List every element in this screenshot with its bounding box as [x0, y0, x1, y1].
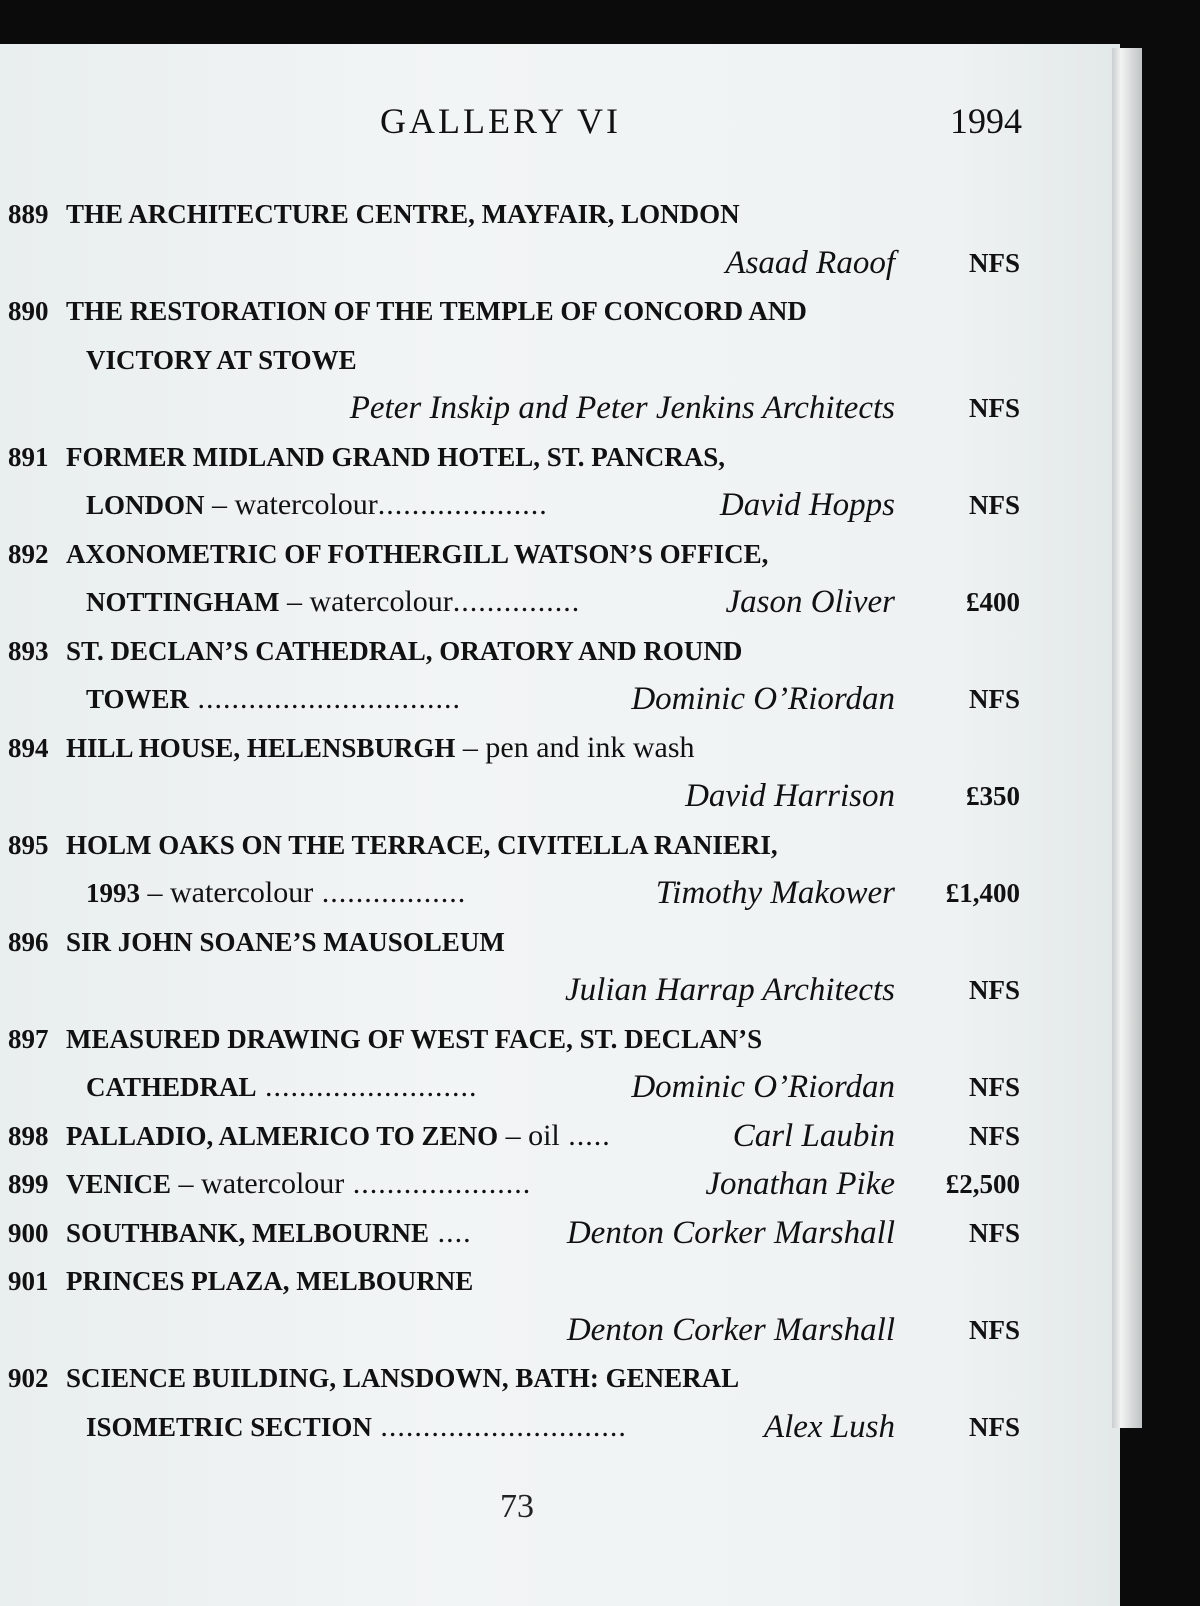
entry-artist: Denton Corker Marshall	[566, 1214, 895, 1251]
entry-artist: Jason Oliver	[725, 584, 895, 620]
entry-901-artist-line	[8, 1306, 1020, 1355]
page-number: 73	[500, 1488, 534, 1525]
entry-889-artist-line	[8, 239, 1020, 288]
entry-895-detail	[8, 869, 1020, 918]
gallery-title: GALLERY VI	[380, 101, 621, 141]
entry-890-artist-line	[8, 384, 1020, 433]
entry-price: NFS	[968, 247, 1020, 278]
entry-title: HILL HOUSE, HELENSBURGH	[66, 732, 456, 763]
entry-artist: David Hopps	[719, 487, 895, 523]
entry-medium: – watercolour	[279, 585, 453, 618]
entry-892	[8, 530, 1020, 579]
leader-dots: ....	[429, 1215, 472, 1249]
entry-title: VENICE	[66, 1169, 172, 1199]
entry-price: NFS	[968, 490, 1020, 520]
entry-number: 893	[8, 635, 49, 666]
catalogue-entries	[8, 190, 1020, 1451]
leader-dots: .....................	[344, 1167, 532, 1200]
entry-title: HOLM OAKS ON THE TERRACE, CIVITELLA RANIERI,	[66, 829, 778, 860]
entry-number: 889	[8, 199, 49, 229]
entry-891-detail	[8, 481, 1020, 530]
entry-893-detail	[8, 675, 1020, 724]
entry-medium: – watercolour	[171, 1167, 345, 1200]
entry-artist: Denton Corker Marshall	[566, 1311, 895, 1348]
entry-price: NFS	[968, 393, 1020, 423]
entry-number: 900	[8, 1217, 49, 1248]
page-edge	[1112, 48, 1142, 1428]
entry-price: NFS	[968, 684, 1020, 714]
entry-title: THE RESTORATION OF THE TEMPLE OF CONCORD AND	[66, 296, 807, 326]
entry-title-cont: 1993	[86, 878, 140, 908]
entry-number: 890	[8, 296, 49, 326]
entry-number: 892	[8, 538, 49, 569]
entry-artist: Carl Laubin	[732, 1117, 895, 1154]
entry-number: 891	[8, 441, 49, 472]
entry-number: 894	[8, 732, 49, 763]
entry-medium: – watercolour	[140, 876, 314, 909]
entry-title-cont: TOWER	[86, 684, 190, 714]
entry-price: NFS	[968, 1217, 1020, 1248]
entry-artist: Asaad Raoof	[725, 244, 895, 281]
entry-price: NFS	[968, 1072, 1020, 1102]
entry-900	[8, 1209, 1020, 1258]
entry-893	[8, 627, 1020, 676]
entry-891	[8, 433, 1020, 482]
entry-title: PALLADIO, ALMERICO TO ZENO	[66, 1120, 499, 1151]
entry-artist: Dominic O’Riordan	[631, 1069, 895, 1105]
entry-title-cont: CATHEDRAL	[86, 1072, 257, 1102]
entry-price: £400	[966, 587, 1020, 617]
entry-price: £2,500	[945, 1169, 1020, 1199]
entry-895	[8, 821, 1020, 870]
entry-896-artist-line	[8, 966, 1020, 1015]
entry-title: SIR JOHN SOANE’S MAUSOLEUM	[66, 926, 505, 957]
entry-number: 902	[8, 1363, 49, 1393]
leader-dots: ...............................	[189, 682, 462, 715]
entry-title: MEASURED DRAWING OF WEST FACE, ST. DECLAN’S	[66, 1023, 763, 1054]
entry-number: 901	[8, 1266, 49, 1296]
entry-artist: Julian Harrap Architects	[565, 972, 895, 1008]
entry-number: 896	[8, 926, 49, 957]
entry-price: NFS	[968, 975, 1020, 1005]
entry-897	[8, 1015, 1020, 1064]
entry-medium: – watercolour	[204, 488, 378, 521]
entry-title-cont: ISOMETRIC SECTION	[86, 1411, 372, 1442]
entry-title: THE ARCHITECTURE CENTRE, MAYFAIR, LONDON	[66, 199, 740, 229]
entry-title-cont: LONDON	[86, 490, 205, 520]
entry-896	[8, 918, 1020, 967]
entry-artist: David Harrison	[685, 778, 895, 814]
leader-dots: ...............	[452, 585, 581, 618]
page-header	[0, 62, 1120, 141]
entry-898	[8, 1112, 1020, 1161]
entry-title-cont: NOTTINGHAM	[86, 587, 280, 617]
entry-artist: Peter Inskip and Peter Jenkins Architects	[349, 390, 895, 426]
entry-899	[8, 1160, 1020, 1209]
leader-dots: .........................	[256, 1070, 478, 1103]
entry-number: 897	[8, 1023, 49, 1054]
entry-artist: Dominic O’Riordan	[631, 681, 895, 717]
entry-price: NFS	[968, 1120, 1020, 1151]
entry-894-artist-line	[8, 772, 1020, 821]
entry-title: SOUTHBANK, MELBOURNE	[66, 1217, 430, 1248]
entry-897-detail	[8, 1063, 1020, 1112]
entry-price: NFS	[968, 1314, 1020, 1345]
entry-number: 899	[8, 1169, 49, 1199]
leader-dots: ....................	[377, 488, 548, 521]
entry-890	[8, 287, 1020, 336]
entry-title: ST. DECLAN’S CATHEDRAL, ORATORY AND ROUND	[66, 635, 743, 666]
entry-title: SCIENCE BUILDING, LANSDOWN, BATH: GENERAL	[66, 1363, 740, 1393]
entry-902	[8, 1354, 1020, 1403]
entry-902-detail	[8, 1403, 1020, 1452]
entry-number: 895	[8, 829, 49, 860]
entry-medium: – pen and ink wash	[455, 730, 695, 764]
catalogue-year: 1994	[950, 101, 1022, 141]
entry-price: £350	[966, 781, 1020, 811]
entry-price: £1,400	[945, 878, 1020, 908]
entry-901	[8, 1257, 1020, 1306]
entry-title: FORMER MIDLAND GRAND HOTEL, ST. PANCRAS,	[66, 441, 726, 472]
entry-title-cont: VICTORY AT STOWE	[86, 344, 357, 375]
leader-dots: .............................	[371, 1409, 627, 1443]
entry-title: AXONOMETRIC OF FOTHERGILL WATSON’S OFFICE,	[66, 538, 769, 569]
leader-dots: .................	[313, 876, 467, 909]
entry-artist: Timothy Makower	[655, 875, 895, 911]
entry-artist: Jonathan Pike	[705, 1166, 895, 1202]
entry-889	[8, 190, 1020, 239]
entry-894	[8, 724, 1020, 773]
entry-price: NFS	[968, 1411, 1020, 1442]
entry-artist: Alex Lush	[763, 1408, 895, 1445]
entry-title: PRINCES PLAZA, MELBOURNE	[66, 1266, 474, 1296]
entry-medium: – oil	[498, 1118, 560, 1152]
entry-number: 898	[8, 1120, 49, 1151]
leader-dots: .....	[559, 1118, 611, 1152]
entry-892-detail	[8, 578, 1020, 627]
entry-890-title-cont	[8, 336, 1020, 385]
